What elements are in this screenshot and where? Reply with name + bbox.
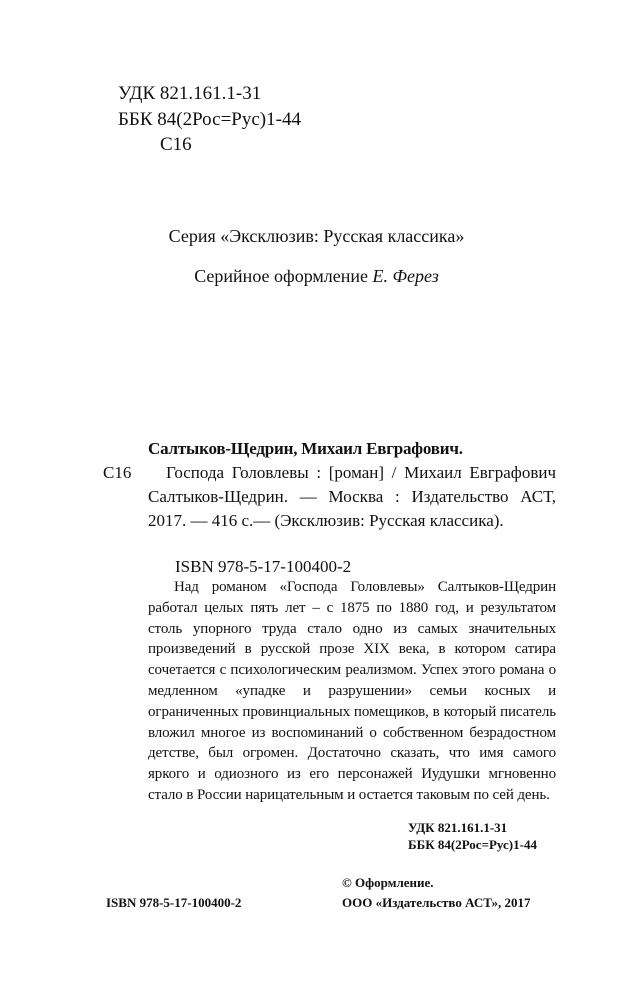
- designer-name: Е. Ферез: [372, 266, 439, 286]
- author-mark: С16: [160, 134, 192, 155]
- publisher-line: ООО «Издательство АСТ», 2017: [342, 895, 531, 910]
- bibliographic-description: Господа Головлевы : [роман] / Михаил Евграфович Салтыков-Щедрин. — Москва : Издательство АСТ, 2017. — 416 с.— (Эксклюзив: Русская классика).: [148, 463, 556, 530]
- bibliographic-author: Салтыков-Щедрин, Михаил Евграфович.: [148, 439, 463, 458]
- isbn-footer: ISBN 978-5-17-100400-2: [106, 895, 242, 910]
- isbn: ISBN 978-5-17-100400-2: [175, 557, 352, 576]
- bbk-code-bottom: ББК 84(2Рос=Рус)1-44: [408, 837, 537, 852]
- udk-code: УДК 821.161.1-31: [118, 83, 262, 104]
- design-label: Серийное оформление: [194, 266, 373, 286]
- udk-code-bottom: УДК 821.161.1-31: [408, 820, 508, 835]
- series-title: Серия «Эксклюзив: Русская классика»: [168, 226, 465, 246]
- bbk-code: ББК 84(2Рос=Рус)1-44: [118, 109, 301, 130]
- copyright-line: © Оформление.: [342, 875, 434, 890]
- annotation: Над романом «Господа Головлевы» Салтыков-Щедрин работал целых пять лет – с 1875 по 1880 год, и результатом столь упорного труда стало одно из самых значительных произведений в русской прозе XIX века, в котором сатира сочетается с психологическим реализмом. Успех этого романа о медленном «упадке и разрушении» семьи косных и ограниченных провинциальных помещиков, в который писатель вложил многое из воспоминаний о собственном безрадостном детстве, был огромен. Достаточно сказать, что имя самого яркого и одиозного из его персонажей Иудушки мгновенно стало в России нарицательным и остается таковым по сей день.: [148, 579, 556, 803]
- series-design: [0, 265, 633, 287]
- bibliographic-code: С16: [103, 463, 132, 482]
